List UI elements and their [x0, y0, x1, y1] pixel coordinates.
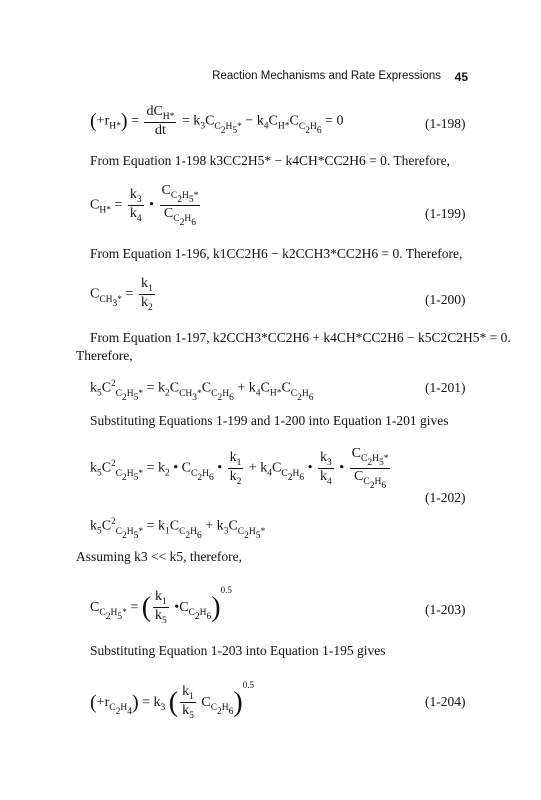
text-line-4: Substituting Equations 1-199 and 1-200 into Equation 1-201 gives — [90, 413, 449, 428]
text-line-6: Substituting Equation 1-203 into Equation 1-195 gives — [90, 643, 386, 658]
equation-number-1-202: (1-202) — [425, 490, 466, 505]
text-line-3b: Therefore, — [76, 348, 133, 363]
equation-number-1-204: (1-204) — [425, 694, 466, 709]
equation-1-203: $C_{C_2H_5*}$ = ( $\frac{k_1}{k_5}$ $•C_{C_2H_6})^{0.5}$ — [90, 585, 232, 627]
equation-1-200: $C_{CH_3*}$ = $\frac{k_1}{k_2}$ — [90, 276, 153, 313]
equation-1-198: $(+r_{H*})$ = $\frac{dC_{H*}}{dt}$ = $k_3C_{C_2H_5*} - k_4C_{H*}C_{C_2H_6} = 0$ — [90, 104, 344, 138]
equation-1-201: $k_5C^2_{C_2H_5*} = k_2C_{CH_3*}C_{C_2H_6} + k_4C_{H*}C_{C_2H_6}$ — [90, 378, 314, 403]
header-title: Reaction Mechanisms and Rate Expressions — [212, 70, 441, 82]
equation-number-1-199: (1-199) — [425, 206, 466, 221]
text-line-1: From Equation 1-198 k3CC2H5* − k4CH*CC2H6 = 0. Therefore, — [90, 153, 450, 168]
text-line-5: Assuming k3 << k5, therefore, — [76, 549, 242, 564]
page-number: 45 — [454, 70, 468, 84]
equation-1-202-simplified: $k_5C^2_{C_2H_5*} = k_1C_{C_2H_6} + k_3C_{C_2H_5*}$ — [90, 516, 266, 541]
text-line-2: From Equation 1-196, k1CC2H6 − k2CCH3*CC2H6 = 0. Therefore, — [90, 246, 463, 261]
running-header — [0, 70, 541, 90]
equation-number-1-203: (1-203) — [425, 602, 466, 617]
equation-number-1-201: (1-201) — [425, 380, 466, 395]
text-line-3: From Equation 1-197, k2CCH3*CC2H6 + k4CH*CC2H6 − k5C2C2H5* = 0. — [90, 330, 511, 345]
equation-1-199: $C_{H*}$ = $\frac{k_3}{k_4}$ • $\frac{C_{C_2H_5*}}{C_{C_2H_6}}$ — [90, 183, 199, 228]
equation-number-1-198: (1-198) — [425, 116, 466, 131]
equation-1-204: $(+r_{C_2H_4}) = k_3$ ( $\frac{k_1}{k_5}$ $C_{C_2H_6})^{0.5}$ — [90, 680, 254, 722]
equation-1-202: $k_5C^2_{C_2H_5*} = k_2$ • $C_{C_2H_6}$ • $\frac{k_1}{k_2}$ + $k_4C_{C_2H_6}$ • $\frac{k_3}{k_4}$ • $\frac{C_{C_2H_5*}}{C_{C_2H_6}}$ — [90, 446, 389, 491]
equation-number-1-200: (1-200) — [425, 292, 466, 307]
